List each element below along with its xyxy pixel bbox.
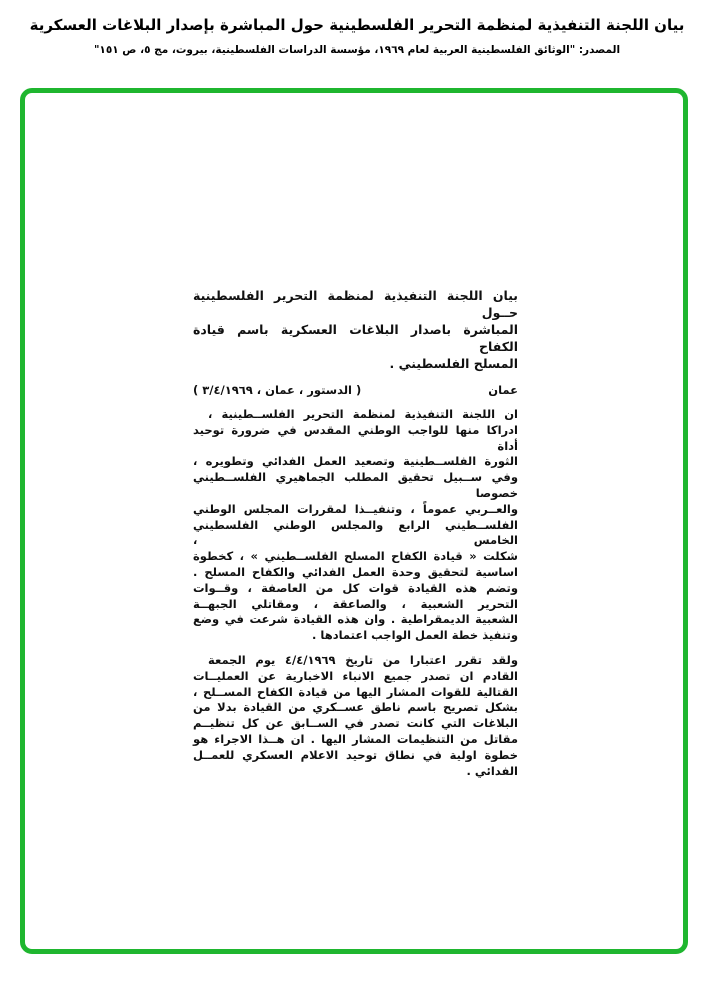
paragraph-line: القادم ان تصدر جميع الانباء الاخبارية عن العمليــات xyxy=(193,668,518,683)
document-title-line: بيان اللجنة التنفيذية لمنظمة التحرير الفلسطينية حــول xyxy=(193,288,518,320)
page-header xyxy=(0,0,714,56)
paragraph-line: خطوة اولية في نطاق توحيد الاعلام العسكري للعمــل xyxy=(193,747,518,762)
paragraph-line: الفدائي . xyxy=(466,763,518,778)
paragraph-line: مقاتل من التنظيمات المشار اليها . ان هــذا الاجراء هو xyxy=(193,731,518,746)
paragraph-line: القتالية للقوات المشار اليها من قيادة الكفاح المســلح ، xyxy=(193,684,518,699)
paragraph-line: شكلت « قيادة الكفاح المسلح الفلســطيني » ، كخطوة xyxy=(193,549,518,564)
document-title-line: المسلح الفلسطيني . xyxy=(389,356,518,371)
paragraph-2 xyxy=(193,653,518,779)
dateline-city: عمان xyxy=(488,383,518,397)
scanned-document xyxy=(193,287,518,779)
paragraph-line: وفي ســبيل تحقيق المطلب الجماهيري الفلســطيني خصوصا xyxy=(193,470,518,500)
document-title-line: المباشرة باصدار البلاغات العسكرية باسم قيادة الكفاح xyxy=(193,322,518,354)
source-citation: المصدر: "الوثائق الفلسطينية العربية لعام ١٩٦٩، مؤسسة الدراسات الفلسطينية، بيروت، مج ٥، ص ١٥١" xyxy=(93,44,621,56)
dateline xyxy=(193,382,518,398)
paragraph-line: بشكل تصريح باسم ناطق عســكري من القيادة بدلا من xyxy=(193,700,518,715)
paragraph-line: ادراكا منها للواجب الوطني المقدس في ضرورة توحيد أداة xyxy=(193,422,518,453)
document-title xyxy=(193,287,518,372)
paragraph-line: ولقد تقرر اعتبارا من تاريخ ٤/٤/١٩٦٩ يوم الجمعة xyxy=(208,652,519,667)
paragraph-line: الفلســطيني الرابع والمجلس الوطني الفلسطيني الخامس ، xyxy=(193,517,518,548)
paragraph-1 xyxy=(193,407,518,644)
document-frame xyxy=(20,88,688,954)
paragraph-line: التحرير الشعبية ، والصاعقة ، ومقاتلي الجبهــة xyxy=(193,596,518,611)
paragraph-line: البلاغات التي كانت تصدر في الســابق عن كل تنظيــم xyxy=(193,716,518,731)
paragraph-line: وتنفيذ خطة العمل الواجب اعتمادها . xyxy=(312,628,518,643)
page-title: بيان اللجنة التنفيذية لمنظمة التحرير الفلسطينية حول المباشرة بإصدار البلاغات العسكرية xyxy=(29,16,685,34)
paragraph-line: الشعبية الديمقراطية . وان هذه القيادة شرعت في وضع xyxy=(193,612,518,627)
paragraph-line: الثورة الفلســطينية وتصعيد العمل الفدائي وتطويره ، xyxy=(193,454,518,469)
paragraph-line: ان اللجنة التنفيذية لمنظمة التحرير الفلســطينية ، xyxy=(208,407,518,421)
dateline-citation: ( الدستور ، عمان ، ٣/٤/١٩٦٩ ) xyxy=(193,383,362,397)
paragraph-line: وتضم هذه القيادة قوات كل من العاصفة ، وقــوات xyxy=(193,580,518,595)
paragraph-line: اساسية لتحقيق وحدة العمل الفدائي والكفاح المسلح . xyxy=(193,564,518,579)
paragraph-line: والعــربي عموماً ، وتنفيــذا لمقررات المجلس الوطني xyxy=(193,501,518,516)
